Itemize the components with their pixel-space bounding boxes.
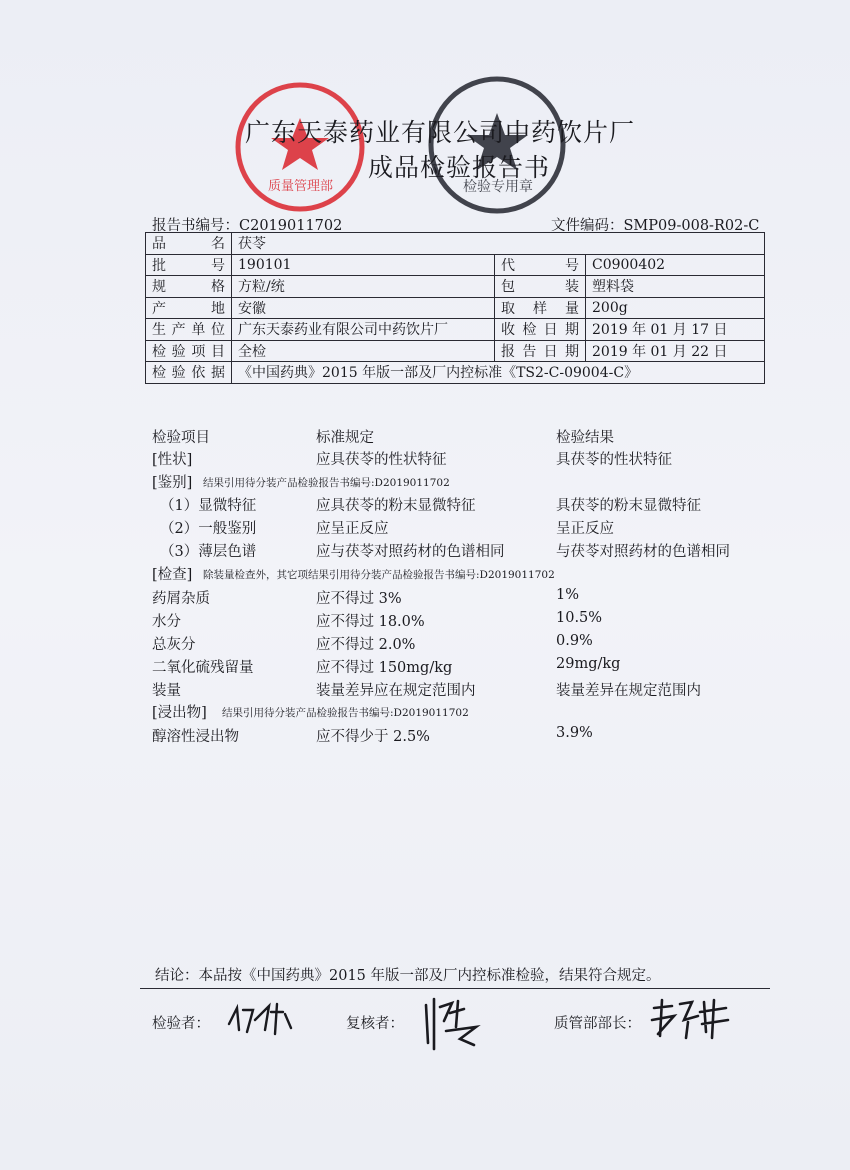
file-number: 文件编码：SMP09-008-R02-C <box>551 218 760 234</box>
alcohol-extract-item: 醇溶性浸出物 <box>152 729 239 745</box>
so2-result: 29mg/kg <box>556 656 621 672</box>
identification-item: [鉴别] <box>152 475 193 491</box>
col-standard-header: 标准规定 <box>316 430 374 446</box>
ash-result: 0.9% <box>556 633 593 649</box>
spec-value: 方粒/统 <box>232 276 495 298</box>
general-id-standard: 应呈正反应 <box>316 521 389 537</box>
basis-label: 检验依据 <box>146 362 232 384</box>
water-item: 水分 <box>152 614 181 630</box>
reviewer-signature <box>420 993 482 1057</box>
extract-note: 结果引用待分装产品检验报告书编号:D2019011702 <box>222 707 469 719</box>
identification-note: 结果引用待分装产品检验报告书编号:D2019011702 <box>203 477 450 489</box>
water-standard: 应不得过 18.0% <box>316 614 425 630</box>
sample-label: 取样量 <box>495 297 586 319</box>
received-date-value: 2019 年 01 月 17 日 <box>586 319 765 341</box>
name-value: 茯苓 <box>232 233 765 255</box>
so2-item: 二氧化硫残留量 <box>152 660 254 676</box>
microscopic-item: （1）显微特征 <box>160 498 257 514</box>
svg-text:质量管理部: 质量管理部 <box>268 179 334 194</box>
character-item: [性状] <box>152 452 193 468</box>
examination-item: [检查] <box>152 567 193 583</box>
received-date-label: 收检日期 <box>495 319 586 341</box>
ash-standard: 应不得过 2.0% <box>316 637 416 653</box>
code-label: 代 号 <box>495 254 586 276</box>
basis-value: 《中国药典》2015 年版一部及厂内控标准《TS2-C-09004-C》 <box>232 362 765 384</box>
tlc-standard: 应与茯苓对照药材的色谱相同 <box>316 544 505 560</box>
alcohol-extract-result: 3.9% <box>556 725 593 741</box>
reviewer-label: 复核者： <box>346 1016 404 1032</box>
report-number: 报告书编号：C2019011702 <box>152 218 343 234</box>
report-title: 成品检验报告书 <box>368 153 551 182</box>
general-id-result: 呈正反应 <box>556 521 614 537</box>
so2-standard: 应不得过 150mg/kg <box>316 660 453 676</box>
inspector-signature <box>225 1000 295 1042</box>
sample-value: 200g <box>586 297 765 319</box>
report-date-label: 报告日期 <box>495 340 586 362</box>
fill-standard: 装量差异应在规定范围内 <box>316 683 476 699</box>
origin-value: 安徽 <box>232 297 495 319</box>
pack-label: 包 装 <box>495 276 586 298</box>
item-value: 全检 <box>232 340 495 362</box>
code-value: C0900402 <box>586 254 765 276</box>
debris-item: 药屑杂质 <box>152 591 210 607</box>
batch-value: 190101 <box>232 254 495 276</box>
inspector-label: 检验者： <box>152 1016 210 1032</box>
fill-result: 装量差异在规定范围内 <box>556 683 701 699</box>
alcohol-extract-standard: 应不得少于 2.5% <box>316 729 430 745</box>
character-result: 具茯苓的性状特征 <box>556 452 672 468</box>
microscopic-standard: 应具茯苓的粉末显微特征 <box>316 498 476 514</box>
conclusion: 结论：本品按《中国药典》2015 年版一部及厂内控标准检验，结果符合规定。 <box>155 968 661 984</box>
fill-item: 装量 <box>152 683 181 699</box>
info-table <box>145 232 765 384</box>
tlc-result: 与茯苓对照药材的色谱相同 <box>556 544 730 560</box>
character-standard: 应具茯苓的性状特征 <box>316 452 447 468</box>
extract-item: [浸出物] <box>152 705 207 721</box>
col-item-header: 检验项目 <box>152 430 210 446</box>
water-result: 10.5% <box>556 610 603 626</box>
col-result-header: 检验结果 <box>556 430 614 446</box>
conclusion-divider <box>140 988 770 989</box>
item-label: 检验项目 <box>146 340 232 362</box>
svg-text:检验专用章: 检验专用章 <box>463 179 533 195</box>
maker-label: 生产单位 <box>146 319 232 341</box>
origin-label: 产 地 <box>146 297 232 319</box>
batch-label: 批 号 <box>146 254 232 276</box>
general-id-item: （2）一般鉴别 <box>160 521 257 537</box>
debris-result: 1% <box>556 587 580 603</box>
qa-manager-label: 质管部部长： <box>554 1016 641 1032</box>
microscopic-result: 具茯苓的粉末显微特征 <box>556 498 701 514</box>
report-date-value: 2019 年 01 月 22 日 <box>586 340 765 362</box>
name-label: 品 名 <box>146 233 232 255</box>
spec-label: 规 格 <box>146 276 232 298</box>
qa-manager-signature <box>650 996 732 1044</box>
examination-note: 除装量检查外，其它项结果引用待分装产品检验报告书编号:D2019011702 <box>203 569 555 581</box>
company-title: 广东天泰药业有限公司中药饮片厂 <box>245 118 636 147</box>
maker-value: 广东天泰药业有限公司中药饮片厂 <box>232 319 495 341</box>
pack-value: 塑料袋 <box>586 276 765 298</box>
tlc-item: （3）薄层色谱 <box>160 544 257 560</box>
debris-standard: 应不得过 3% <box>316 591 402 607</box>
ash-item: 总灰分 <box>152 637 196 653</box>
